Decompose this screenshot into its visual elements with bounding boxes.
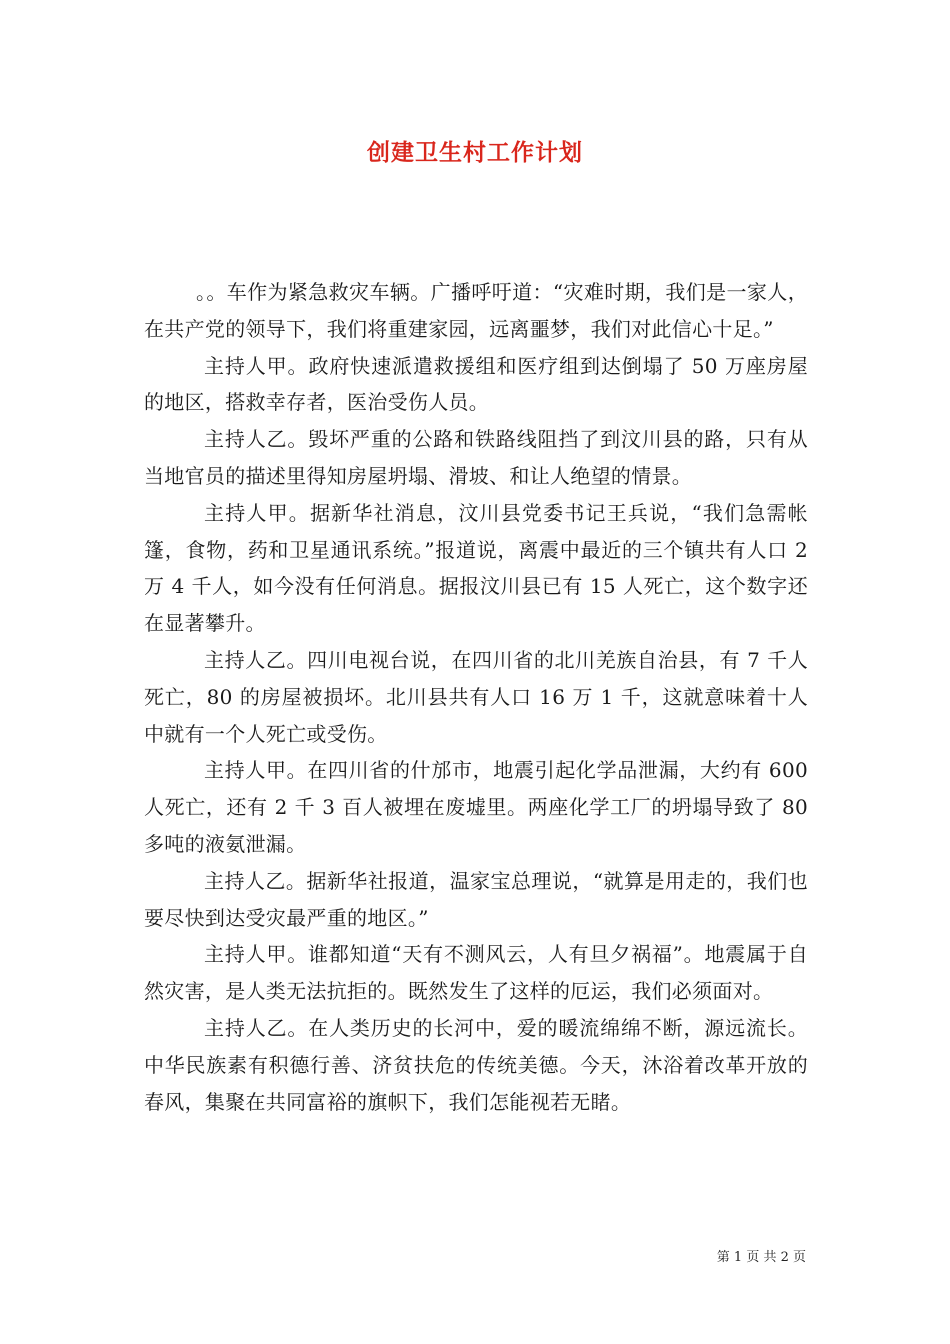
- paragraph-1: 。。车作为紧急救灾车辆。广播呼吁道：“灾难时期，我们是一家人，在共产党的领导下，我们将重建家园，远离噩梦，我们对此信心十足。”: [144, 280, 808, 341]
- paragraph-4: 主持人甲。据新华社消息，汶川县党委书记王兵说，“我们急需帐篷，食物，药和卫星通讯系统。”报道说，离震中最近的三个镇共有人口 2 万 4 千人，如今没有任何消息。据报汶川县已有 15 人死亡，这个数字还在显著攀升。: [144, 500, 808, 636]
- paragraph-2: 主持人甲。政府快速派遣救援组和医疗组到达倒塌了 50 万座房屋的地区，搭救幸存者，医治受伤人员。: [144, 353, 808, 415]
- paragraph-6: 主持人甲。在四川省的什邡市，地震引起化学品泄漏，大约有 600 人死亡，还有 2 千 3 百人被埋在废墟里。两座化学工厂的坍塌导致了 80 多吨的液氨泄漏。: [144, 758, 808, 856]
- paragraph-7: 主持人乙。据新华社报道，温家宝总理说，“就算是用走的，我们也要尽快到达受灾最严重的地区。”: [144, 868, 808, 930]
- paragraph-8: 主持人甲。谁都知道“天有不测风云，人有旦夕祸福”。地震属于自然灾害，是人类无法抗拒的。既然发生了这样的厄运，我们必须面对。: [144, 942, 808, 1004]
- paragraph-5: 主持人乙。四川电视台说，在四川省的北川羌族自治县，有 7 千人死亡，80 的房屋被损坏。北川县共有人口 16 万 1 千，这就意味着十人中就有一个人死亡或受伤。: [144, 647, 808, 746]
- page-number: 第 1 页 共 2 页: [716, 1250, 806, 1265]
- paragraph-9: 主持人乙。在人类历史的长河中，爱的暖流绵绵不断，源远流长。中华民族素有积德行善、济贫扶危的传统美德。今天，沐浴着改革开放的春风，集聚在共同富裕的旗帜下，我们怎能视若无睹。: [144, 1015, 808, 1114]
- paragraph-3: 主持人乙。毁坏严重的公路和铁路线阻挡了到汶川县的路，只有从当地官员的描述里得知房屋坍塌、滑坡、和让人绝望的情景。: [144, 427, 808, 488]
- document-title: 创建卫生村工作计划: [367, 139, 583, 166]
- document-body: [144, 274, 808, 1120]
